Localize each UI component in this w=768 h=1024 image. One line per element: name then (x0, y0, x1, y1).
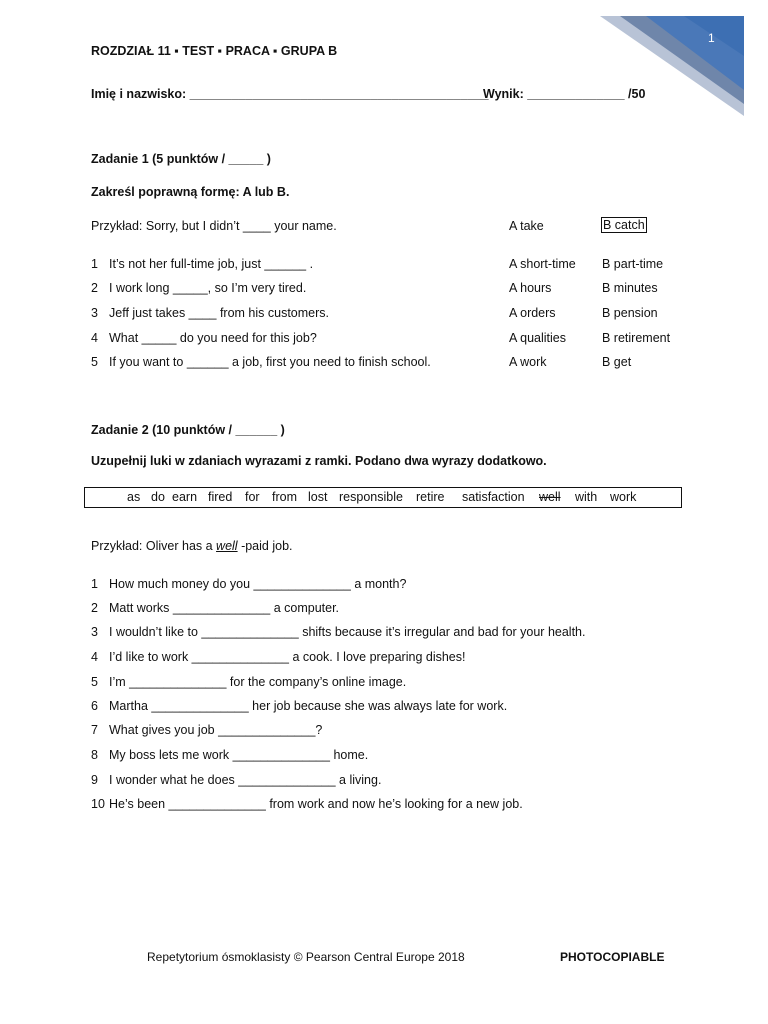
option-b: B retirement (602, 331, 671, 345)
example-answer: well (216, 539, 238, 553)
word-bank-item-crossed: well (539, 490, 561, 504)
item-number: 1 (91, 257, 98, 271)
item-number: 4 (91, 331, 98, 345)
item-text: If you want to ______ a job, first you need to finish school. (109, 355, 431, 369)
item-text: How much money do you ______________ a month? (109, 577, 407, 591)
item-text: Matt works ______________ a computer. (109, 601, 340, 615)
word-bank-item: retire (416, 490, 445, 504)
footer-photocopiable: PHOTOCOPIABLE (560, 950, 665, 964)
option-b: B pension (602, 306, 658, 320)
footer-copyright: Repetytorium ósmoklasisty © Pearson Central Europe 2018 (147, 950, 465, 964)
score-field: Wynik: ______________ /50 (483, 87, 646, 101)
item-number: 6 (91, 699, 98, 713)
word-bank-item: earn (172, 490, 198, 504)
item-text: I’m ______________ for the company’s online image. (109, 675, 407, 689)
item-number: 2 (91, 601, 98, 615)
example-suffix: -paid job. (237, 539, 293, 553)
word-bank-item: responsible (339, 490, 403, 504)
option-b: B get (602, 355, 632, 369)
word-bank-item: with (575, 490, 598, 504)
item-text: Jeff just takes ____ from his customers. (109, 306, 330, 320)
option-b: B part-time (602, 257, 664, 271)
item-number: 5 (91, 675, 98, 689)
item-text: I wonder what he does ______________ a living. (109, 773, 382, 787)
word-bank-item: as (127, 490, 141, 504)
word-bank-item: for (245, 490, 260, 504)
item-number: 1 (91, 577, 98, 591)
word-bank-item: fired (208, 490, 233, 504)
item-number: 8 (91, 748, 98, 762)
example-prefix: Przykład: Oliver has a (91, 539, 217, 553)
task2-instruction: Uzupełnij luki w zdaniach wyrazami z ramki. Podano dwa wyrazy dodatkowo. (91, 454, 547, 468)
word-bank-item: work (610, 490, 637, 504)
task1-example-option-b-circled: B catch (603, 218, 645, 232)
item-text: It’s not her full-time job, just ______ . (109, 257, 314, 271)
name-field: Imię i nazwisko: ___________________________________________ (91, 87, 489, 101)
item-number: 3 (91, 306, 98, 320)
item-number: 2 (91, 281, 98, 295)
task1-title: Zadanie 1 (5 punktów / _____ ) (91, 152, 271, 166)
task2-example (91, 539, 293, 553)
item-number: 4 (91, 650, 98, 664)
item-text: He’s been ______________ from work and now he’s looking for a new job. (109, 797, 523, 811)
task1-example: Przykład: Sorry, but I didn’t ____ your name. (91, 219, 337, 233)
item-number: 5 (91, 355, 98, 369)
item-text: I work long _____, so I’m very tired. (109, 281, 307, 295)
page-number: 1 (708, 31, 715, 45)
item-number: 3 (91, 625, 98, 639)
option-a: A short-time (509, 257, 576, 271)
item-number: 10 (91, 797, 105, 811)
option-a: A work (509, 355, 547, 369)
option-b: B minutes (602, 281, 658, 295)
item-text: Martha ______________ her job because she was always late for work. (109, 699, 508, 713)
page-title: ROZDZIAŁ 11 ▪ TEST ▪ PRACA ▪ GRUPA B (91, 44, 338, 58)
item-number: 7 (91, 723, 98, 737)
option-a: A qualities (509, 331, 566, 345)
word-box (84, 487, 682, 508)
word-bank-item: satisfaction (462, 490, 525, 504)
item-text: What _____ do you need for this job? (109, 331, 317, 345)
word-bank-item: lost (308, 490, 328, 504)
item-number: 9 (91, 773, 98, 787)
item-text: My boss lets me work ______________ home. (109, 748, 369, 762)
item-text: I wouldn’t like to ______________ shifts because it’s irregular and bad for your health. (109, 625, 586, 639)
item-text: I’d like to work ______________ a cook. I love preparing dishes! (109, 650, 466, 664)
option-a: A hours (509, 281, 552, 295)
item-text: What gives you job ______________? (109, 723, 323, 737)
word-bank-item: do (151, 490, 165, 504)
task1-instruction: Zakreśl poprawną formę: A lub B. (91, 185, 290, 199)
task1-example-option-a: A take (509, 219, 544, 233)
word-bank-item: from (272, 490, 297, 504)
corner-decoration (600, 16, 744, 116)
task2-title: Zadanie 2 (10 punktów / ______ ) (91, 423, 285, 437)
option-a: A orders (509, 306, 556, 320)
